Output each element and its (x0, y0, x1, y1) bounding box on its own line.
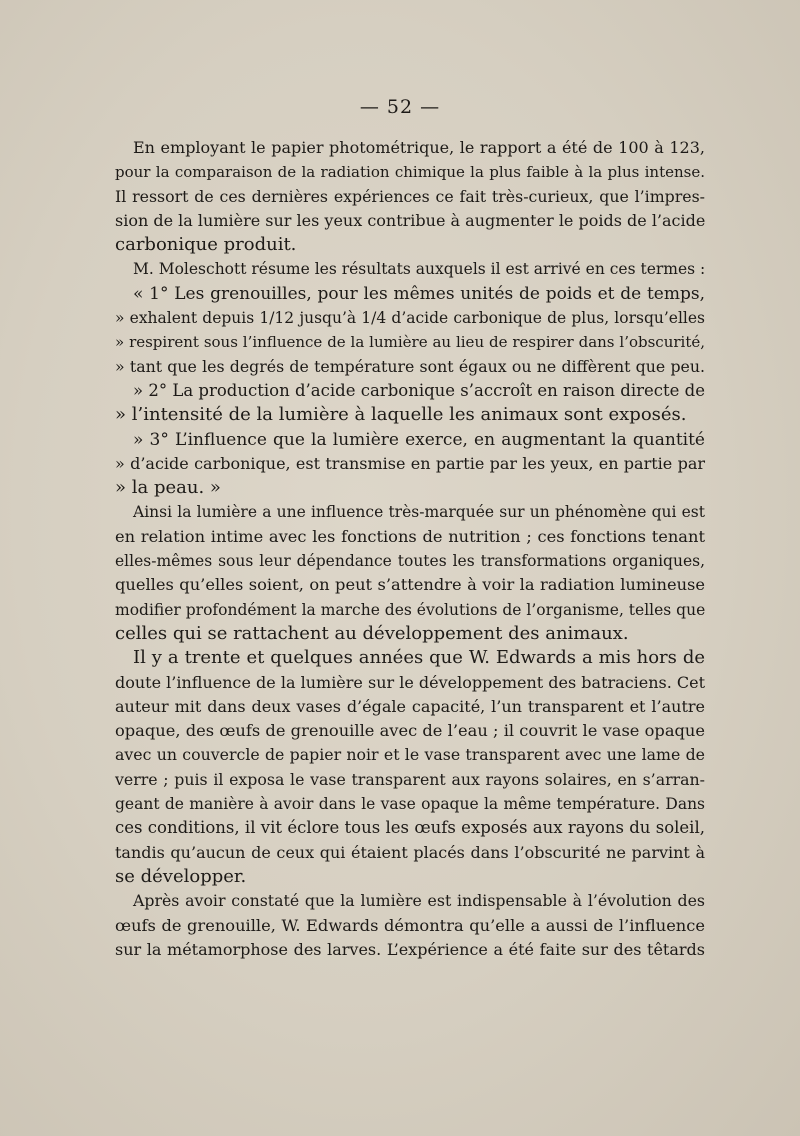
text-line: sion de la lumière sur les yeux contribue à augmenter le poids de l’acide (115, 210, 706, 230)
text-line: carbonique produit. (115, 234, 297, 256)
text-line: » exhalent depuis 1/12 jusqu’à 1/4 d’acide carbonique de plus, lorsqu’elles (115, 309, 705, 328)
text-line: M. Moleschott résume les résultats auxquels il est arrivé en ces termes : (133, 260, 706, 279)
page-number: — 52 — (359, 96, 441, 118)
text-line: modifier profondément la marche des évolutions de l’organisme, telles que (115, 600, 706, 619)
text-line: verre ; puis il exposa le vase transparent aux rayons solaires, en s’arran- (115, 769, 705, 789)
text-line: celles qui se rattachent au développement des animaux. (115, 622, 629, 644)
text-line: œufs de grenouille, W. Edwards démontra qu’elle a aussi de l’influence (115, 915, 705, 935)
text-line: Ainsi la lumière a une influence très-marquée sur un phénomène qui est (133, 503, 705, 522)
text-line: sur la métamorphose des larves. L’expérience a été faite sur des têtards (115, 939, 705, 959)
text-line: elles-mêmes sous leur dépendance toutes les transformations organiques, (115, 552, 705, 571)
text-line: en relation intime avec les fonctions de nutrition ; ces fonctions tenant (115, 526, 705, 546)
text-line: Après avoir constaté que la lumière est indispensable à l’évolution des (133, 891, 705, 911)
text-line: En employant le papier photométrique, le rapport a été de 100 à 123, (133, 138, 705, 157)
text-line: tandis qu’aucun de ceux qui étaient placés dans l’obscurité ne parvint à (115, 842, 705, 862)
text-line: » respirent sous l’influence de la lumière au lieu de respirer dans l’obscurité, (115, 333, 705, 352)
text-line: opaque, des œufs de grenouille avec de l’eau ; il couvrit le vase opaque (115, 721, 705, 741)
text-line: « 1° Les grenouilles, pour les mêmes unités de poids et de temps, (133, 283, 705, 304)
text-line: Il ressort de ces dernières expériences ce fait très-curieux, que l’impres- (115, 186, 705, 206)
text-line: avec un couvercle de papier noir et le vase transparent avec une lame de (115, 745, 705, 765)
text-line: geant de manière à avoir dans le vase opaque la même température. Dans (115, 795, 705, 814)
text-line: » tant que les degrés de température sont égaux ou ne diffèrent que peu. (115, 356, 705, 376)
text-line: ces conditions, il vit éclore tous les œufs exposés aux rayons du soleil, (115, 818, 705, 838)
text-line: doute l’influence de la lumière sur le développement des batraciens. Cet (115, 672, 706, 692)
text-line: se développer. (115, 865, 247, 887)
text-line: » 3° L’influence que la lumière exerce, en augmentant la quantité (133, 429, 705, 450)
text-line: » la peau. » (115, 477, 221, 499)
body-text (115, 136, 705, 962)
text-line: » l’intensité de la lumière à laquelle les animaux sont exposés. (115, 404, 687, 426)
text-line: » d’acide carbonique, est transmise en partie par les yeux, en partie par (115, 453, 705, 473)
text-line: auteur mit dans deux vases d’égale capacité, l’un transparent et l’autre (115, 696, 705, 716)
text-line: quelles qu’elles soient, on peut s’attendre à voir la radiation lumineuse (115, 575, 705, 595)
text-line: pour la comparaison de la radiation chimique la plus faible à la plus intense. (115, 163, 705, 182)
text-line: Il y a trente et quelques années que W. Edwards a mis hors de (133, 647, 705, 669)
text-line: » 2° La production d’acide carbonique s’accroît en raison directe de (133, 380, 705, 400)
